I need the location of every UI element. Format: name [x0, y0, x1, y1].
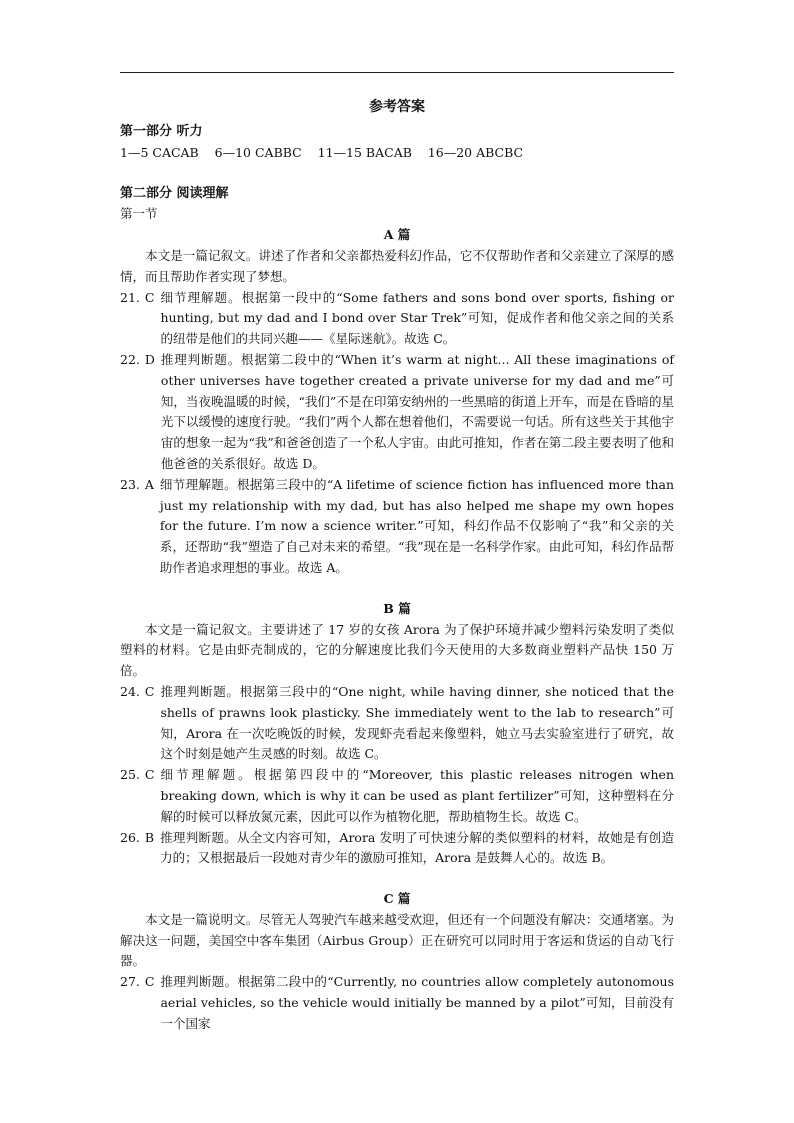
- answer-sheet: [120, 96, 674, 1035]
- item-explanation: 推理判断题。从全文内容可知，Arora 发明了可快速分解的类似塑料的材料，故她是有创造力的；又根据最后一段她对青少年的激励可推知，Arora 是鼓舞人心的。故选 B。: [160, 829, 674, 866]
- item-number: 25.: [120, 767, 140, 783]
- page-title: 参考答案: [369, 99, 425, 115]
- answer-item: [120, 475, 674, 579]
- listening-answers: 1—5 CACAB 6—10 CABBC 11—15 BACAB 16—20 ABCBC: [120, 144, 524, 160]
- passage-b-label: B 篇: [383, 600, 411, 616]
- item-number: 27.: [120, 974, 140, 990]
- part2-heading: 第二部分 阅读理解: [120, 185, 229, 201]
- header-rule: [120, 72, 674, 73]
- item-answer: C: [144, 683, 155, 699]
- item-answer: C: [144, 974, 155, 990]
- answer-item: [120, 682, 674, 765]
- answer-item: [120, 288, 674, 350]
- item-answer: C: [144, 289, 155, 305]
- passage-a-intro: 本文是一篇记叙文。讲述了作者和父亲都热爱科幻作品，它不仅帮助作者和父亲建立了深厚的感情，而且帮助作者实现了梦想。: [120, 247, 674, 284]
- item-explanation: 细节理解题。根据第一段中的“Some fathers and sons bond over sports, fishing or hunting, but my dad and I bond over Star Trek”可知，促成作者和他父亲之间的关系的纽带是他们的共同兴趣——《星际迷航》。故选 C。: [160, 289, 674, 347]
- answer-item: [120, 765, 674, 827]
- item-answer: D: [144, 351, 155, 367]
- item-answer: C: [144, 767, 155, 783]
- item-explanation: 推理判断题。根据第三段中的“One night, while having dinner, she noticed that the shells of prawns look plasticky. She immediately went to the lab to research”可知，Arora 在一次吃晚饭的时候，发现虾壳看起来像塑料，她立马去实验室进行了研究，故这个时刻是她产生灵感的时刻。故选 C。: [160, 683, 674, 762]
- passage-b-intro: 本文是一篇记叙文。主要讲述了 17 岁的女孩 Arora 为了保护环境并减少塑料污染发明了类似塑料的材料。它是由虾壳制成的，它的分解速度比我们今天使用的大多数商业塑料产品快 150 万倍。: [120, 621, 674, 679]
- answer-item: [120, 350, 674, 475]
- item-number: 23.: [120, 476, 140, 492]
- item-explanation: 推理判断题。根据第二段中的“When it’s warm at night... All these imaginations of other universes have together created a private universe for my dad and me”可知，当夜晚温暖的时候，“我们”不是在印第安纳州的一些黑暗的街道上开车，而是在昏暗的星光下以缓慢的速度行驶。“我们”两个人都在想着他们，不需要说一句话。所有这些关于其他宇宙的想象一起为“我”和爸爸创造了一个私人宇宙。由此可推知，作者在第二段主要表明了他和他爸爸的关系很好。故选 D。: [160, 351, 674, 471]
- item-explanation: 细节理解题。根据第三段中的“A lifetime of science fiction has influenced more than just my relationship with my dad, but has also helped me shape my own hopes for the future. I’m now a science writer.”可知，科幻作品不仅影响了“我”和父亲的关系，还帮助“我”塑造了自己对未来的希望。“我”现在是一名科学作家。由此可知，科幻作品帮助作者追求理想的事业。故选 A。: [159, 476, 674, 575]
- item-explanation: 推理判断题。根据第二段中的“Currently, no countries allow completely autonomous aerial vehicles, so the vehicle would initially be manned by a pilot”可知，目前没有一个国家: [160, 974, 674, 1031]
- answer-item: [120, 972, 674, 1034]
- item-answer: A: [144, 476, 154, 492]
- item-answer: B: [144, 829, 155, 845]
- item-number: 24.: [120, 683, 140, 699]
- item-number: 26.: [120, 829, 140, 845]
- item-number: 22.: [120, 351, 140, 367]
- passage-c-intro: 本文是一篇说明文。尽管无人驾驶汽车越来越受欢迎，但还有一个问题没有解决：交通堵塞。为解决这一问题，美国空中客车集团（Airbus Group）正在研究可以同时用于客运和货运的自动飞行器。: [120, 911, 674, 969]
- item-number: 21.: [120, 289, 140, 305]
- passage-a-label: A 篇: [383, 227, 411, 243]
- answer-item: [120, 828, 674, 870]
- item-explanation: 细节理解题。根据第四段中的“Moreover, this plastic releases nitrogen when breaking down, which is why it can be used as plant fertilizer”可知，这种塑料在分解的时候可以释放氮元素，因此可以作为植物化肥，帮助植物生长。故选 C。: [160, 767, 674, 824]
- passage-c-label: C 篇: [383, 891, 411, 907]
- section-label: 第一节: [120, 206, 158, 222]
- part1-heading: 第一部分 听力: [120, 124, 203, 139]
